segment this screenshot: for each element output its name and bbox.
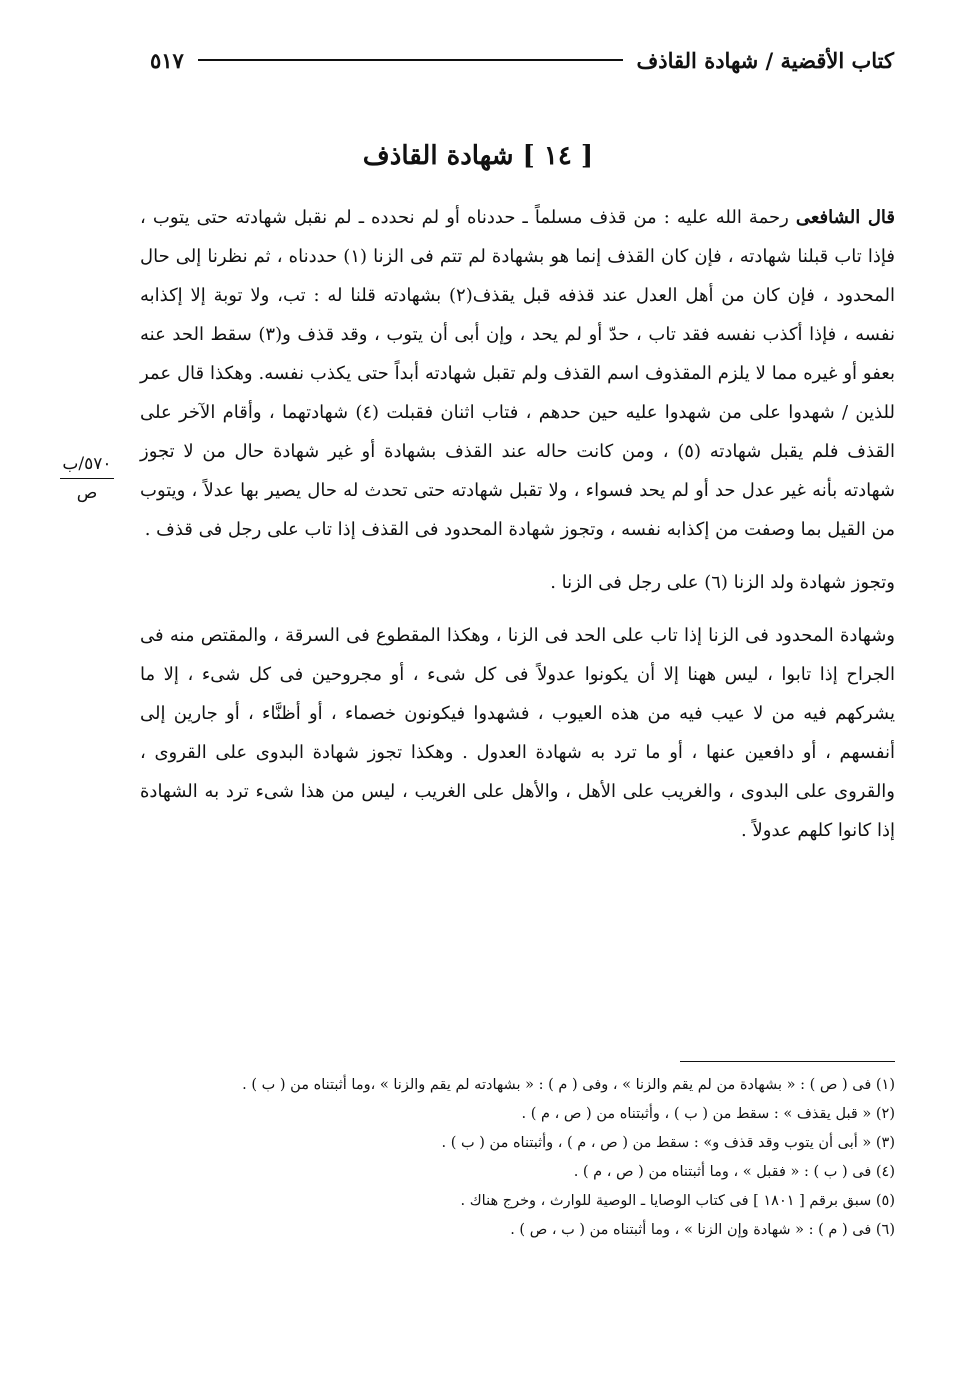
page-number: ٥١٧ — [150, 47, 184, 73]
running-title: كتاب الأقضية / شهادة القاذف — [636, 47, 894, 73]
footnote-item: (٦) فى ( م ) : « شهادة وإن الزنا » ، وما أثبتناه من ( ب ، ص ) . — [510, 1222, 895, 1238]
chapter-heading: [ ١٤ ] شهادة القاذف — [362, 141, 594, 171]
margin-folio-note — [52, 452, 122, 505]
footnote-divider — [680, 1061, 895, 1062]
paragraph-text: وشهادة المحدود فى الزنا إذا تاب على الحد فى الزنا ، وهكذا المقطوع فى السرقة ، والمقتص منه فى الجراح إذا تابوا ، ليس ههنا إلا أن يكونوا عدولاً فى كل شىء ، أو مجروحين فى كل شىء ، إلا ما يشركهم فيه من لا عيب فيه من هذه العيوب ، فشهدوا فيكونون خصماء ، أو أظنَّاء ، أو جارين إلى أنفسهم ، أو دافعين عنها ، أو ما ترد به شهادة العدول . وهكذا تجوز شهادة البدوى على القروى ، والقروى على البدوى ، والغريب على الأهل ، والأهل على الغريب ، ليس من هذا شىء ترد به الشهادة إذا كانوا كلهم عدولاً . — [140, 625, 895, 841]
main-text — [140, 198, 895, 850]
paragraph — [140, 563, 895, 602]
paragraph — [140, 616, 895, 850]
header-rule — [198, 59, 623, 61]
manuscript-siglum: ص — [76, 483, 98, 503]
footnote-item: (٤) فى ( ب ) : « فقبل » ، وما أثبتناه من ( ص ، م ) . — [573, 1164, 895, 1180]
page-header — [150, 40, 894, 80]
footnote-item: (٢) « قبل يقذف » : سقط من ( ب ) ، وأثبتناه من ( ص ، م ) . — [521, 1106, 895, 1122]
paragraph-text: وتجوز شهادة ولد الزنا (٦) على رجل فى الزنا . — [550, 572, 895, 593]
footnote-item: (١) فى ( ص ) : « بشهادة من لم يقم والزنا » ، وفى ( م ) : « بشهادته لم يقم والزنا » ،وما أثبتناه من ( ب ) . — [242, 1077, 895, 1093]
paragraph — [140, 198, 895, 549]
paragraph-text: رحمة الله عليه : من قذف مسلماً ـ حددناه أو لم نحدده ـ لم نقبل شهادته حتى يتوب ، فإذا تاب قبلنا شهادته ، فإن كان القذف إنما هو بشهادة لم تتم فى الزنا (١) حددناه ، ثم نظرنا إلى حال المحدود ، فإن كان من أهل العدل عند قذفه قبل يقذف(٢) بشهادته قلنا له : تب، ولا توبة إلا إكذابه نفسه ، فإذا أكذب نفسه فقد تاب ، حدّ أو لم يحد ، وإن أبى أن يتوب ، وقد قذف و(٣) سقط الحد عنه بعفو أو غيره مما لا يلزم المقذوف اسم القذف ولم تقبل شهادته أبداً حتى يكذب نفسه. وهكذا قال عمر للذين / شهدوا على من شهدوا عليه حين حدهم ، فتاب اثنان فقبلت (٤) شهادتهما ، وأقام الآخر على القذف فلم يقبل شهادته (٥) ، ومن كانت حاله عند القذف بشهادة أو غير شهادة حال من لا تجوز شهادته بأنه غير عدل حد أو لم يحد فسواء ، ولا تقبل شهادته حتى تحدث له حال يصير بها عدلاً ، ويتوب من القيل بما وصفت من إكذابه نفسه ، وتجوز شهادة المحدود فى القذف إذا تاب على رجل فى قذف . — [140, 207, 896, 540]
folio-divider — [60, 478, 114, 479]
folio-reference: ٥٧٠/ب — [62, 454, 112, 474]
paragraph-lead: قال الشافعى — [795, 207, 895, 228]
footnote-item: (٥) سبق برقم [ ١٨٠١ ] فى كتاب الوصايا ـ الوصية للوارث ، وخرج هناك . — [460, 1193, 895, 1209]
footnote-item: (٣) « أبى أن يتوب وقد قذف و» : سقط من ( ص ، م ) ، وأثبتناه من ( ب ) . — [441, 1135, 895, 1151]
footnotes — [140, 1071, 895, 1245]
